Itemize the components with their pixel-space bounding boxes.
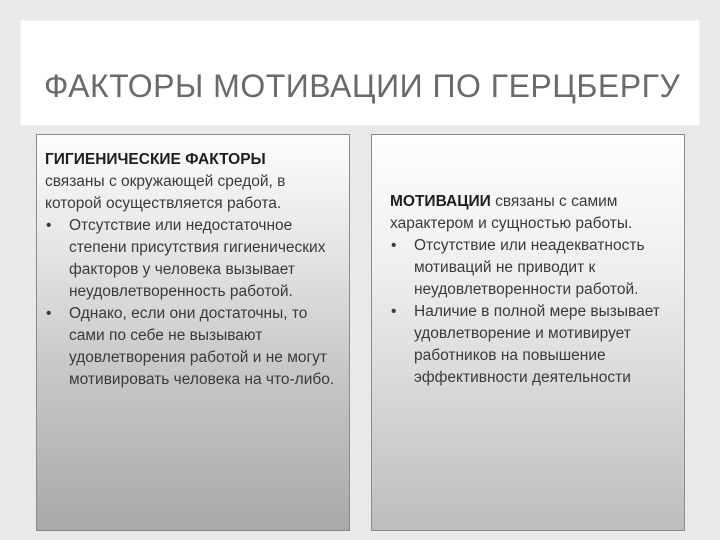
hygiene-factors-panel [36, 134, 350, 531]
hygiene-bullet-text-1: Отсутствие или недостаточное степени присутствия гигиенических факторов у человека вызывает неудовлетворенность работой. [69, 217, 326, 300]
motivators-bullet-list [390, 235, 678, 389]
bullet-icon: • [46, 305, 52, 322]
motivators-content [390, 191, 678, 389]
hygiene-intro-paragraph [45, 149, 343, 215]
hygiene-bullet-text-2: Однако, если они достаточны, то сами по себе не вызывают удовлетворения работой и не могут мотивировать человека на что-либо. [69, 305, 335, 388]
motivators-bullet-text-2: Наличие в полной мере вызывает удовлетворение и мотивирует работников на повышение эффективности деятельности [414, 303, 660, 386]
motivators-heading: МОТИВАЦИИ [390, 193, 491, 210]
bullet-icon: • [46, 217, 52, 234]
hygiene-bullet-list [45, 215, 343, 391]
motivators-bullet-text-1: Отсутствие или неадекватность мотиваций не приводит к неудовлетворенности работой. [414, 237, 645, 298]
bullet-icon: • [391, 237, 397, 254]
motivators-intro-text: связаны с самим характером и сущностью работы. [390, 193, 633, 232]
motivators-intro-paragraph [390, 191, 678, 235]
list-item [390, 301, 678, 389]
list-item [45, 303, 343, 391]
title-box [20, 20, 700, 126]
motivators-panel [371, 134, 685, 531]
hygiene-heading: ГИГИЕНИЧЕСКИЕ ФАКТОРЫ [45, 151, 266, 168]
list-item [45, 215, 343, 303]
bullet-icon: • [391, 303, 397, 320]
hygiene-factors-content [45, 149, 343, 391]
list-item [390, 235, 678, 301]
hygiene-intro-text: связаны с окружающей средой, в которой осуществляется работа. [45, 173, 286, 212]
slide-title: ФАКТОРЫ МОТИВАЦИИ ПО ГЕРЦБЕРГУ [44, 68, 681, 104]
